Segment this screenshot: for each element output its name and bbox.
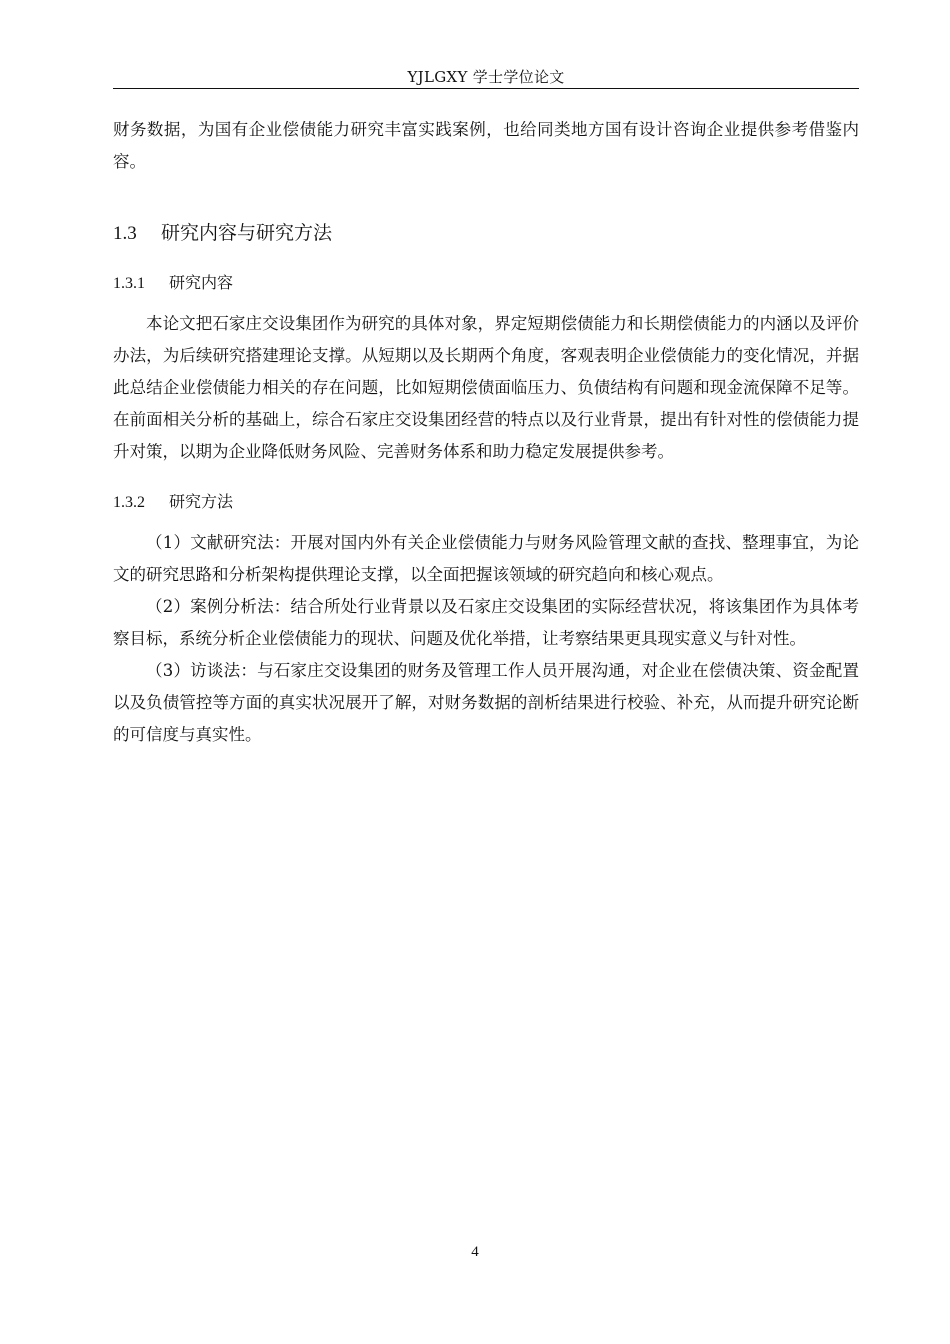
section-number: 1.3 [113,223,137,244]
intro-paragraph: 财务数据，为国有企业偿债能力研究丰富实践案例，也给同类地方国有设计咨询企业提供参考借鉴内容。 [113,120,859,171]
subsection-number: 1.3.2 [113,494,145,511]
section-heading [113,218,859,249]
subsection-heading-content [113,269,859,298]
running-header: YJLGXY 学士学位论文 [407,68,565,86]
subsection-title: 研究方法 [169,492,234,511]
method-item: （3）访谈法：与石家庄交设集团的财务及管理工作人员开展沟通，对企业在偿债决策、资金配置以及负债管控等方面的真实状况展开了解，对财务数据的剖析结果进行校验、补充，从而提升研究论断的可信度与真实性。 [113,661,859,744]
method-item: （2）案例分析法：结合所处行业背景以及石家庄交设集团的实际经营状况，将该集团作为具体考察目标，系统分析企业偿债能力的现状、问题及优化举措，让考察结果更具现实意义与针对性。 [113,597,859,648]
page-number: 4 [471,1244,479,1260]
method-item: （1）文献研究法：开展对国内外有关企业偿债能力与财务风险管理文献的查找、整理事宜，为论文的研究思路和分析架构提供理论支撑，以全面把握该领域的研究趋向和核心观点。 [113,533,859,584]
subsection-heading-methods [113,488,859,517]
section-title: 研究内容与研究方法 [161,222,333,244]
subsection-number: 1.3.1 [113,275,145,292]
subsection-title: 研究内容 [169,273,234,292]
page-body [113,114,859,751]
content-paragraph: 本论文把石家庄交设集团作为研究的具体对象，界定短期偿债能力和长期偿债能力的内涵以及评价办法，为后续研究搭建理论支撑。从短期以及长期两个角度，客观表明企业偿债能力的变化情况，并据此总结企业偿债能力相关的存在问题，比如短期偿债面临压力、负债结构有问题和现金流保障不足等。在前面相关分析的基础上，综合石家庄交设集团经营的特点以及行业背景，提出有针对性的偿债能力提升对策，以期为企业降低财务风险、完善财务体系和助力稳定发展提供参考。 [113,314,859,461]
header-divider [113,88,859,89]
